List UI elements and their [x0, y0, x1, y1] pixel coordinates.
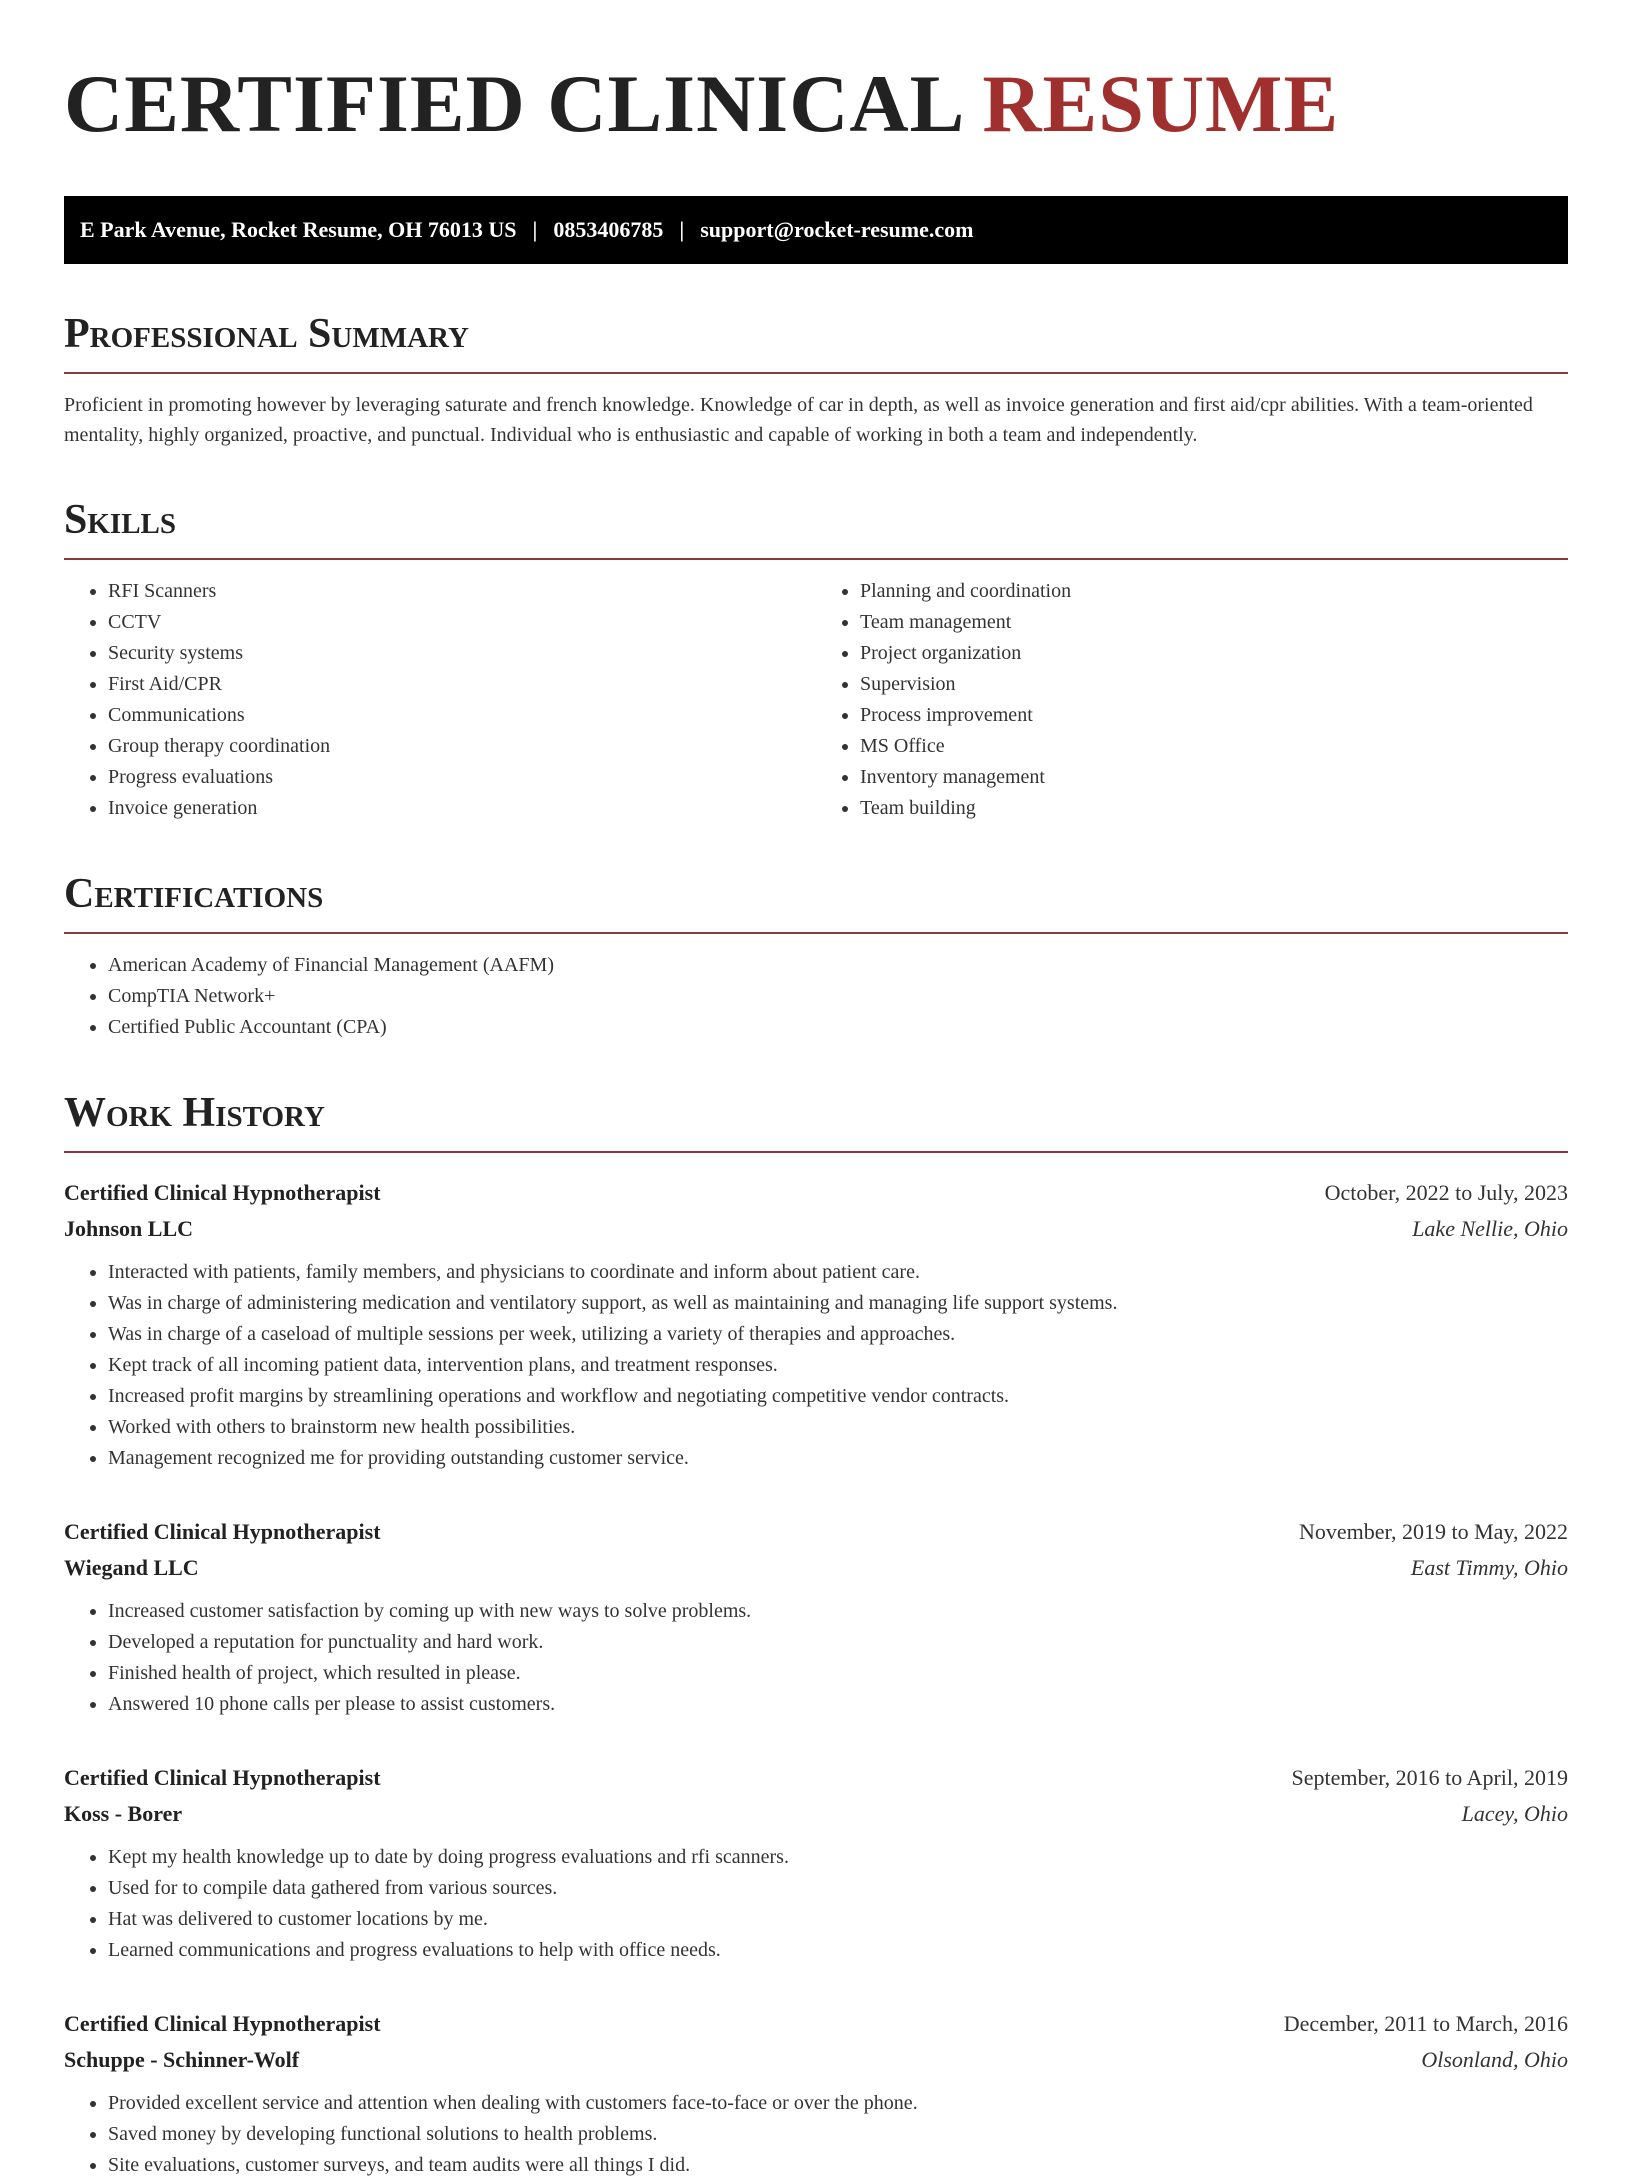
job-bullet-item: • Increased customer satisfaction by coming up with new ways to solve problems. [108, 1596, 1568, 1627]
job-bullet-item: • Kept track of all incoming patient data, intervention plans, and treatment responses. [108, 1350, 1568, 1381]
skill-item: • First Aid/CPR [108, 669, 816, 700]
job-bullet-item: • Was in charge of a caseload of multiple sessions per week, utilizing a variety of therapies and approaches. [108, 1319, 1568, 1350]
job-bullet-item: • Kept my health knowledge up to date by doing progress evaluations and rfi scanners. [108, 1842, 1568, 1873]
job-entry [64, 1175, 1568, 1474]
skill-item: • CCTV [108, 607, 816, 638]
skill-item: • Group therapy coordination [108, 731, 816, 762]
skills-heading: Skills [64, 496, 1568, 560]
skills-list-left [64, 576, 816, 824]
title-main: CERTIFIED CLINICAL [64, 58, 961, 149]
job-bullets [64, 2088, 1568, 2181]
job-title: Certified Clinical Hypnotherapist [64, 2011, 381, 2036]
job-entry [64, 1760, 1568, 1966]
job-dates: December, 2011 to March, 2016 [1283, 2011, 1568, 2036]
work-history-heading: Work History [64, 1089, 1568, 1153]
skill-item: • RFI Scanners [108, 576, 816, 607]
job-bullet-item: • Increased profit margins by streamlining operations and workflow and negotiating competitive vendor contracts. [108, 1381, 1568, 1412]
job-bullet-item: • Management recognized me for providing outstanding customer service. [108, 1443, 1568, 1474]
skill-item: • Team building [860, 793, 1568, 824]
job-bullet-item: • Answered 10 phone calls per please to assist customers. [108, 1689, 1568, 1720]
job-bullets [64, 1596, 1568, 1720]
skill-item: • Progress evaluations [108, 762, 816, 793]
skills-list-right [816, 576, 1568, 824]
skills-grid [64, 576, 1568, 824]
summary-text: Proficient in promoting however by leveraging saturate and french knowledge. Knowledge of car in depth, as well as invoice generation and first aid/cpr abilities. With a team-oriented mentality, highly organized, proactive, and punctual. Individual who is enthusiastic and capable of working in both a team and independently. [64, 394, 1533, 446]
job-dates: November, 2019 to May, 2022 [1299, 1519, 1568, 1544]
job-bullet-item: • Finished health of project, which resulted in please. [108, 1658, 1568, 1689]
job-location: Olsonland, Ohio [1421, 2047, 1568, 2072]
job-company: Johnson LLC [64, 1216, 194, 1241]
contact-separator: | [532, 217, 538, 242]
job-dates: September, 2016 to April, 2019 [1291, 1765, 1568, 1790]
skill-item: • Security systems [108, 638, 816, 669]
skill-item: • Team management [860, 607, 1568, 638]
skill-item: • Communications [108, 700, 816, 731]
contact-address: E Park Avenue, Rocket Resume, OH 76013 US [80, 217, 517, 242]
contact-phone: 0853406785 [553, 217, 664, 242]
contact-bar [64, 196, 1568, 264]
skill-item: • MS Office [860, 731, 1568, 762]
certification-item: • American Academy of Financial Management (AAFM) [108, 950, 1568, 981]
resume-title [64, 58, 1568, 150]
job-bullet-item: • Learned communications and progress evaluations to help with office needs. [108, 1935, 1568, 1966]
job-title: Certified Clinical Hypnotherapist [64, 1765, 381, 1790]
job-location: East Timmy, Ohio [1410, 1555, 1568, 1580]
certification-item: • CompTIA Network+ [108, 981, 1568, 1012]
certification-item: • Certified Public Accountant (CPA) [108, 1012, 1568, 1043]
job-bullet-item: • Was in charge of administering medication and ventilatory support, as well as maintaining and managing life support systems. [108, 1288, 1568, 1319]
job-company: Wiegand LLC [64, 1555, 199, 1580]
skill-item: • Process improvement [860, 700, 1568, 731]
job-company: Schuppe - Schinner-Wolf [64, 2047, 300, 2072]
job-bullet-item: • Saved money by developing functional solutions to health problems. [108, 2119, 1568, 2150]
job-bullet-item: • Site evaluations, customer surveys, and team audits were all things I did. [108, 2150, 1568, 2181]
work-history-list [64, 1175, 1568, 2181]
skill-item: • Invoice generation [108, 793, 816, 824]
job-title: Certified Clinical Hypnotherapist [64, 1180, 381, 1205]
job-dates: October, 2022 to July, 2023 [1324, 1180, 1568, 1205]
job-bullet-item: • Provided excellent service and attention when dealing with customers face-to-face or over the phone. [108, 2088, 1568, 2119]
certifications-list [64, 950, 1568, 1043]
skill-item: • Supervision [860, 669, 1568, 700]
skill-item: • Inventory management [860, 762, 1568, 793]
job-bullets [64, 1842, 1568, 1966]
job-entry [64, 1514, 1568, 1720]
job-bullet-item: • Developed a reputation for punctuality and hard work. [108, 1627, 1568, 1658]
contact-separator: | [679, 217, 685, 242]
job-title: Certified Clinical Hypnotherapist [64, 1519, 381, 1544]
certifications-heading: Certifications [64, 870, 1568, 934]
job-bullet-item: • Interacted with patients, family members, and physicians to coordinate and inform about patient care. [108, 1257, 1568, 1288]
skill-item: • Project organization [860, 638, 1568, 669]
skill-item: • Planning and coordination [860, 576, 1568, 607]
job-location: Lake Nellie, Ohio [1412, 1216, 1568, 1241]
contact-email: support@rocket-resume.com [700, 217, 974, 242]
job-entry [64, 2006, 1568, 2181]
job-bullet-item: • Used for to compile data gathered from various sources. [108, 1873, 1568, 1904]
job-company: Koss - Borer [64, 1801, 183, 1826]
title-accent: RESUME [982, 58, 1340, 149]
job-bullet-item: • Hat was delivered to customer locations by me. [108, 1904, 1568, 1935]
job-bullet-item: • Worked with others to brainstorm new health possibilities. [108, 1412, 1568, 1443]
job-bullets [64, 1257, 1568, 1474]
summary-heading: Professional Summary [64, 310, 1568, 374]
job-location: Lacey, Ohio [1461, 1801, 1568, 1826]
